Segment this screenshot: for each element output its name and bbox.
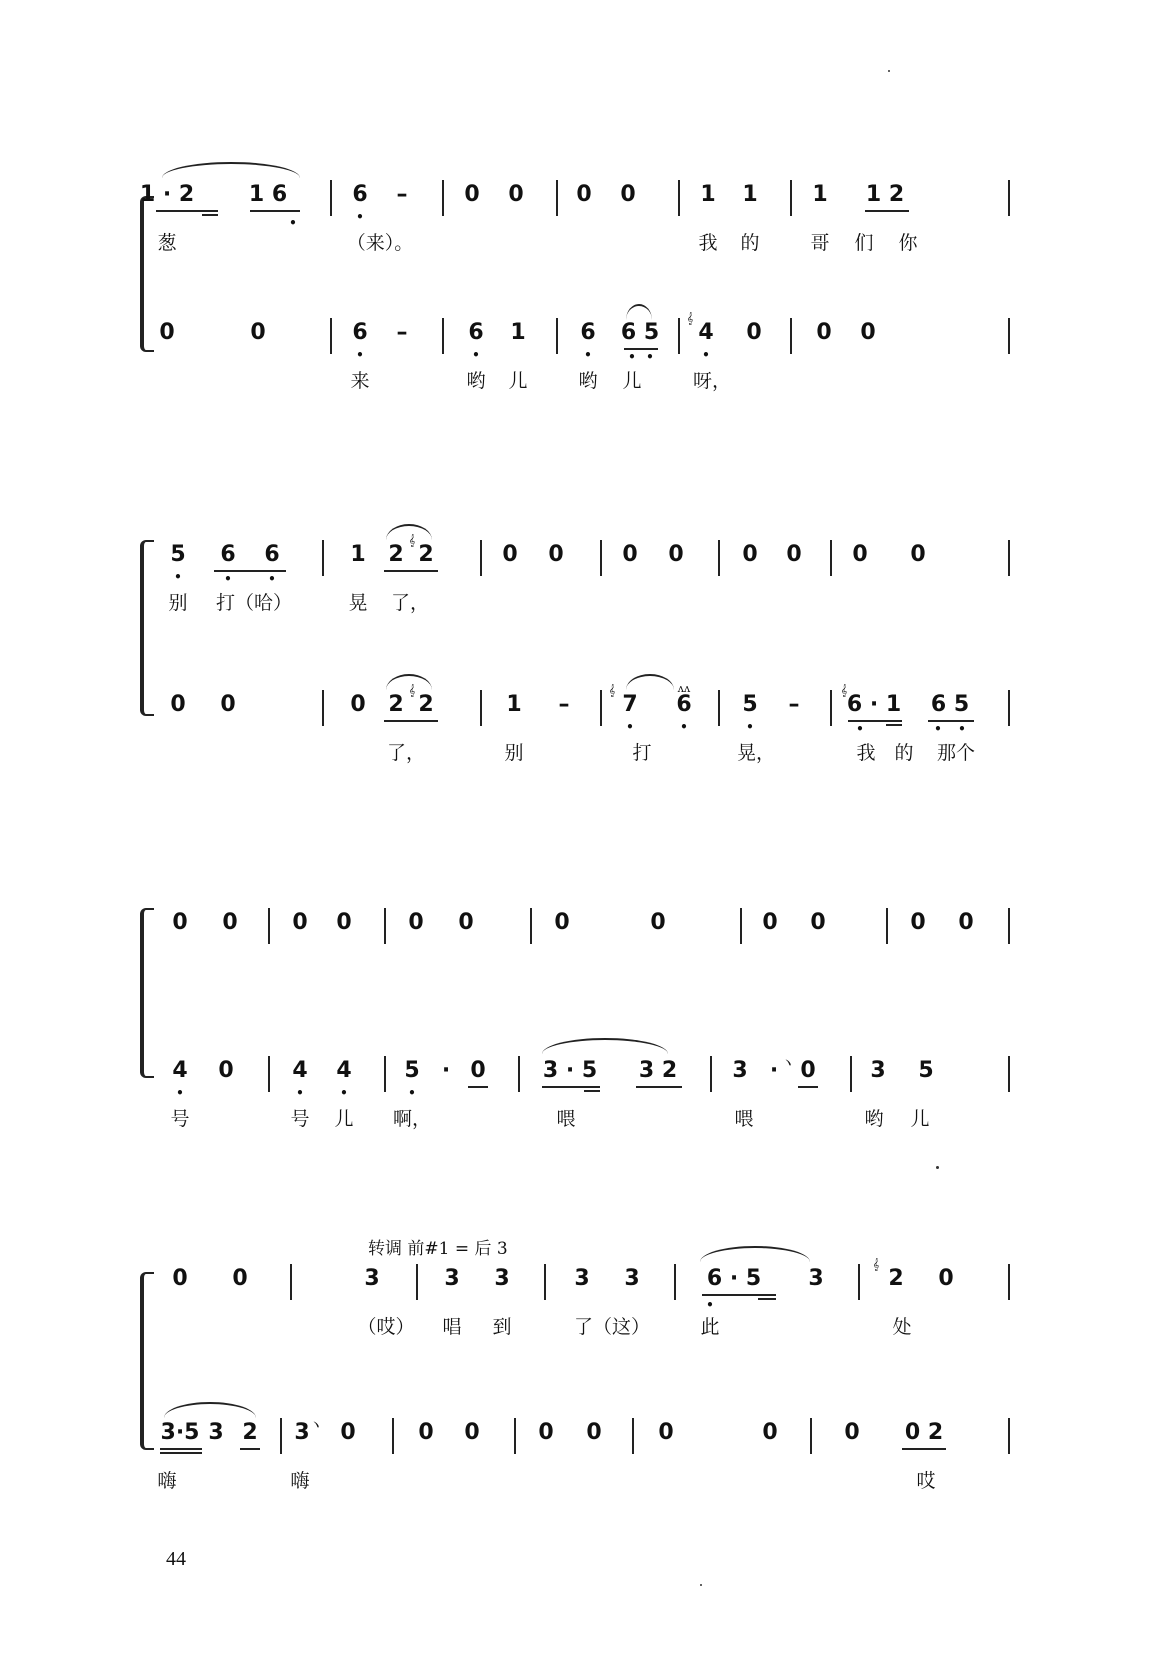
note: 0 bbox=[350, 692, 366, 717]
octave-dot: • bbox=[746, 720, 754, 734]
octave-dot: • bbox=[408, 1086, 416, 1100]
barline bbox=[480, 540, 482, 576]
note: 0 bbox=[622, 542, 638, 567]
barline bbox=[384, 1056, 386, 1092]
barline bbox=[886, 908, 888, 944]
dash: – bbox=[396, 182, 408, 207]
grace-ornament: 𝄞 bbox=[686, 312, 694, 325]
note: 0 bbox=[292, 910, 308, 935]
note: 0 bbox=[336, 910, 352, 935]
octave-dot: • bbox=[174, 570, 182, 584]
note: 1 bbox=[506, 692, 522, 717]
barline bbox=[556, 318, 558, 354]
lyric: 晃， bbox=[736, 742, 776, 764]
underline-beam bbox=[798, 1086, 818, 1088]
lyric: 别 bbox=[504, 742, 524, 764]
barline bbox=[544, 1264, 546, 1300]
note: 0 bbox=[810, 910, 826, 935]
note: 0 bbox=[816, 320, 832, 345]
staff-upper bbox=[150, 1258, 1020, 1374]
note: 0 bbox=[220, 692, 236, 717]
barline bbox=[858, 1264, 860, 1300]
note: 3 bbox=[870, 1058, 886, 1083]
grace-ornament: 𝄞 bbox=[840, 684, 848, 697]
note: 6 5 bbox=[930, 692, 970, 717]
note: 0 bbox=[910, 542, 926, 567]
barline bbox=[442, 180, 444, 216]
slur bbox=[162, 162, 300, 178]
note: 6 5 bbox=[620, 320, 660, 345]
dash: – bbox=[396, 320, 408, 345]
note: 6 bbox=[580, 320, 596, 345]
barline bbox=[442, 318, 444, 354]
barline bbox=[1008, 318, 1010, 354]
note: 2 bbox=[388, 692, 404, 717]
staff-lower bbox=[150, 1415, 1020, 1528]
note: 0 bbox=[746, 320, 762, 345]
lyric: 喂 bbox=[556, 1108, 576, 1130]
barline bbox=[830, 690, 832, 726]
barline bbox=[392, 1418, 394, 1454]
note: 6 bbox=[352, 182, 368, 207]
octave-dot: • bbox=[176, 1086, 184, 1100]
lyric: 了， bbox=[386, 742, 426, 764]
note: 0 bbox=[418, 1420, 434, 1445]
barline bbox=[322, 690, 324, 726]
octave-dot: • bbox=[296, 1086, 304, 1100]
octave-dot: • bbox=[646, 350, 654, 364]
lyric: 晃 bbox=[348, 592, 368, 614]
barline bbox=[1008, 1418, 1010, 1454]
note: 1 bbox=[742, 182, 758, 207]
barline bbox=[600, 690, 602, 726]
underline-beam bbox=[250, 210, 300, 212]
staff-upper bbox=[150, 534, 1020, 650]
note: 0 bbox=[340, 1420, 356, 1445]
barline bbox=[790, 318, 792, 354]
note: 6 bbox=[264, 542, 280, 567]
barline bbox=[268, 1056, 270, 1092]
staff-lower bbox=[150, 312, 1020, 428]
slur bbox=[626, 674, 674, 690]
note: 3 2 bbox=[638, 1058, 678, 1083]
underline-beam bbox=[584, 1090, 600, 1092]
note: 1 6 bbox=[248, 182, 288, 207]
lyric: 哥 bbox=[810, 232, 830, 254]
note: 5 bbox=[170, 542, 186, 567]
note: 0 bbox=[800, 1058, 816, 1083]
lyric: 嗨 bbox=[290, 1470, 310, 1492]
grace-ornament: 𝄞 bbox=[408, 534, 416, 547]
barline bbox=[1008, 1056, 1010, 1092]
note: 0 bbox=[464, 182, 480, 207]
note: 0 bbox=[762, 910, 778, 935]
note: 0 bbox=[852, 542, 868, 567]
dash: – bbox=[558, 692, 570, 717]
modulation-label: 转调 前#1 = 后 3 bbox=[368, 1239, 508, 1259]
note: 3 bbox=[444, 1266, 460, 1291]
barline bbox=[830, 540, 832, 576]
note: 0 bbox=[742, 542, 758, 567]
lyric: 别 bbox=[168, 592, 188, 614]
note: 2 bbox=[242, 1420, 258, 1445]
lyric: 我 bbox=[856, 742, 876, 764]
barline bbox=[322, 540, 324, 576]
note: 0 bbox=[668, 542, 684, 567]
note: 0 bbox=[232, 1266, 248, 1291]
note: 4 bbox=[172, 1058, 188, 1083]
barline bbox=[790, 180, 792, 216]
note: 0 bbox=[502, 542, 518, 567]
scan-speck bbox=[700, 1584, 702, 1586]
barline bbox=[718, 690, 720, 726]
lyric: 了， bbox=[390, 592, 430, 614]
note: 3 bbox=[732, 1058, 748, 1083]
note: 0 bbox=[159, 320, 175, 345]
barline bbox=[330, 318, 332, 354]
barline bbox=[632, 1418, 634, 1454]
octave-dot: • bbox=[680, 720, 688, 734]
note: 0 bbox=[554, 910, 570, 935]
note: 5 bbox=[742, 692, 758, 717]
lyric: 来 bbox=[350, 370, 370, 392]
note: 0 bbox=[172, 910, 188, 935]
barline bbox=[330, 180, 332, 216]
underline-beam bbox=[758, 1298, 776, 1300]
note: 0 bbox=[762, 1420, 778, 1445]
barline bbox=[268, 908, 270, 944]
note: 3 · 5 bbox=[542, 1058, 598, 1083]
note: 0 bbox=[250, 320, 266, 345]
lyric: 的 bbox=[894, 742, 914, 764]
barline bbox=[810, 1418, 812, 1454]
note: 0 bbox=[910, 910, 926, 935]
note: 2 bbox=[888, 1266, 904, 1291]
dash: – bbox=[788, 692, 800, 717]
slur bbox=[700, 1246, 810, 1262]
lyric: 处 bbox=[892, 1316, 912, 1338]
note: 6 bbox=[220, 542, 236, 567]
lyric: 哟 bbox=[466, 370, 486, 392]
lyric: 喂 bbox=[734, 1108, 754, 1130]
lyric: （来）。 bbox=[346, 232, 414, 254]
breath-mark: ヽ bbox=[307, 1415, 325, 1434]
note: 1 · 2 bbox=[139, 182, 195, 207]
underline-beam bbox=[156, 210, 218, 212]
note: 3 bbox=[808, 1266, 824, 1291]
octave-dot: • bbox=[356, 348, 364, 362]
note: 5 bbox=[404, 1058, 420, 1083]
note: 5 bbox=[918, 1058, 934, 1083]
barline bbox=[1008, 540, 1010, 576]
note: 7 bbox=[622, 692, 638, 717]
staff-upper bbox=[150, 908, 1020, 1018]
note: 0 bbox=[650, 910, 666, 935]
note: 0 bbox=[548, 542, 564, 567]
lyric: 儿 bbox=[334, 1108, 354, 1130]
note: 0 2 bbox=[904, 1420, 944, 1445]
note: 6 · 5 bbox=[706, 1266, 762, 1291]
grace-ornament: 𝄞 bbox=[408, 684, 416, 697]
lyric: 葱 bbox=[157, 232, 177, 254]
note: 0 bbox=[222, 910, 238, 935]
note: 0 bbox=[458, 910, 474, 935]
lyric: 儿 bbox=[622, 370, 642, 392]
barline bbox=[678, 180, 680, 216]
lyric: 打 bbox=[632, 742, 652, 764]
octave-dot: • bbox=[706, 1298, 714, 1312]
note: 1 bbox=[510, 320, 526, 345]
augmentation-dot: · bbox=[441, 1058, 451, 1083]
lyric: 唱 bbox=[442, 1316, 462, 1338]
octave-dot: • bbox=[934, 722, 942, 736]
note: 0 bbox=[218, 1058, 234, 1083]
note: 0 bbox=[464, 1420, 480, 1445]
note: 3 bbox=[494, 1266, 510, 1291]
barline bbox=[530, 908, 532, 944]
note: 4 bbox=[698, 320, 714, 345]
note: 1 bbox=[700, 182, 716, 207]
octave-dot: • bbox=[340, 1086, 348, 1100]
underline-beam bbox=[214, 570, 286, 572]
octave-dot: • bbox=[356, 210, 364, 224]
note: 2 bbox=[388, 542, 404, 567]
note: 6 bbox=[352, 320, 368, 345]
underline-beam bbox=[542, 1086, 600, 1088]
barline bbox=[718, 540, 720, 576]
lyric: 号 bbox=[170, 1108, 190, 1130]
note: 0 bbox=[470, 1058, 486, 1083]
underline-beam bbox=[202, 214, 218, 216]
lyric: 哟 bbox=[864, 1108, 884, 1130]
note: 0 bbox=[620, 182, 636, 207]
lyric: 那个 bbox=[936, 742, 976, 764]
lyric: 啊， bbox=[392, 1108, 432, 1130]
note: 2 bbox=[418, 542, 434, 567]
augmentation-dot: · bbox=[769, 1058, 779, 1083]
lyric: 的 bbox=[740, 232, 760, 254]
barline bbox=[280, 1418, 282, 1454]
note: 0 bbox=[408, 910, 424, 935]
lyric: 打（哈） bbox=[215, 592, 293, 614]
grace-ornament: 𝄞 bbox=[608, 684, 616, 697]
page-number: 44 bbox=[166, 1548, 186, 1570]
note: 2 bbox=[418, 692, 434, 717]
note: 0 bbox=[576, 182, 592, 207]
note: 0 bbox=[658, 1420, 674, 1445]
slur bbox=[542, 1038, 668, 1054]
scan-speck bbox=[888, 70, 890, 72]
underline-beam bbox=[886, 724, 902, 726]
lyric: 儿 bbox=[508, 370, 528, 392]
octave-dot: • bbox=[472, 348, 480, 362]
barline bbox=[674, 1264, 676, 1300]
note: 1 2 bbox=[865, 182, 905, 207]
lyric: 哎 bbox=[916, 1470, 936, 1492]
lyric: 此 bbox=[700, 1316, 720, 1338]
barline bbox=[600, 540, 602, 576]
slur bbox=[164, 1402, 256, 1418]
lyric: 到 bbox=[492, 1316, 512, 1338]
note: 3 bbox=[574, 1266, 590, 1291]
note: 0 bbox=[538, 1420, 554, 1445]
note: 1 bbox=[350, 542, 366, 567]
barline bbox=[514, 1418, 516, 1454]
underline-beam bbox=[160, 1448, 202, 1450]
barline bbox=[416, 1264, 418, 1300]
barline bbox=[384, 908, 386, 944]
lyric: 你 bbox=[898, 232, 918, 254]
note: 4 bbox=[292, 1058, 308, 1083]
lyric: 们 bbox=[854, 232, 874, 254]
barline bbox=[290, 1264, 292, 1300]
barline bbox=[556, 180, 558, 216]
lyric: 我 bbox=[698, 232, 718, 254]
note: 3 bbox=[294, 1420, 310, 1445]
barline bbox=[740, 908, 742, 944]
note: 4 bbox=[336, 1058, 352, 1083]
underline-beam bbox=[468, 1086, 488, 1088]
note: 3·5 bbox=[160, 1420, 200, 1445]
lyric: 儿 bbox=[910, 1108, 930, 1130]
note: 0 bbox=[508, 182, 524, 207]
note: 0 bbox=[786, 542, 802, 567]
scan-speck bbox=[936, 1166, 939, 1169]
note: 3 bbox=[624, 1266, 640, 1291]
octave-dot: • bbox=[958, 722, 966, 736]
barline bbox=[1008, 1264, 1010, 1300]
note: 0 bbox=[860, 320, 876, 345]
note: 0 bbox=[938, 1266, 954, 1291]
note: 6 bbox=[676, 692, 692, 717]
note: 1 bbox=[812, 182, 828, 207]
barline bbox=[1008, 180, 1010, 216]
breath-mark: ヽ bbox=[779, 1053, 797, 1072]
grace-ornament: 𝄞 bbox=[872, 1258, 880, 1271]
underline-beam bbox=[902, 1448, 946, 1450]
note: 0 bbox=[958, 910, 974, 935]
note: 3 bbox=[208, 1420, 224, 1445]
note: 3 bbox=[364, 1266, 380, 1291]
lyric: 嗨 bbox=[157, 1470, 177, 1492]
lyric: 呀， bbox=[692, 370, 732, 392]
barline bbox=[850, 1056, 852, 1092]
note: 0 bbox=[172, 1266, 188, 1291]
octave-dot: • bbox=[702, 348, 710, 362]
underline-beam bbox=[384, 720, 438, 722]
underline-beam bbox=[160, 1452, 202, 1454]
octave-dot: • bbox=[268, 572, 276, 586]
lyric: 哟 bbox=[578, 370, 598, 392]
lyric: （哎） bbox=[357, 1316, 415, 1338]
barline bbox=[678, 318, 680, 354]
staff-lower bbox=[150, 1053, 1020, 1166]
note: 0 bbox=[844, 1420, 860, 1445]
barline bbox=[1008, 908, 1010, 944]
barline bbox=[480, 690, 482, 726]
octave-dot: • bbox=[628, 350, 636, 364]
underline-beam bbox=[240, 1448, 260, 1450]
octave-dot: • bbox=[289, 216, 297, 230]
note: 0 bbox=[170, 692, 186, 717]
barline bbox=[710, 1056, 712, 1092]
octave-dot: • bbox=[224, 572, 232, 586]
underline-beam bbox=[636, 1086, 682, 1088]
underline-beam bbox=[865, 210, 909, 212]
barline bbox=[518, 1056, 520, 1092]
staff-lower bbox=[150, 682, 1020, 800]
note: 6 · 1 bbox=[846, 692, 902, 717]
staff-upper bbox=[139, 180, 1020, 290]
barline bbox=[1008, 690, 1010, 726]
octave-dot: • bbox=[856, 722, 864, 736]
note: 6 bbox=[468, 320, 484, 345]
underline-beam bbox=[702, 1294, 776, 1296]
lyric: 号 bbox=[290, 1108, 310, 1130]
note: 0 bbox=[586, 1420, 602, 1445]
octave-dot: • bbox=[584, 348, 592, 362]
octave-dot: • bbox=[626, 720, 634, 734]
underline-beam bbox=[384, 570, 438, 572]
slur bbox=[626, 304, 652, 320]
lyric: 了（这） bbox=[573, 1316, 651, 1338]
trill-mark: ʌʌ bbox=[677, 682, 691, 695]
